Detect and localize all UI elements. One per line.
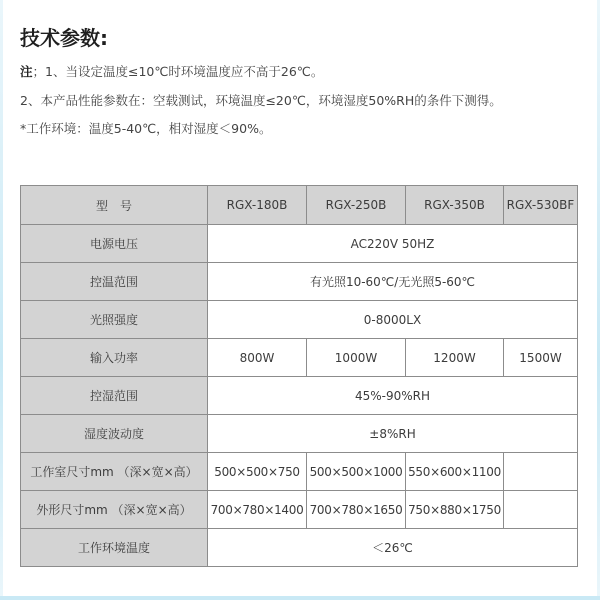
input-power-cell: 1200W xyxy=(406,339,504,377)
page-frame-bottom xyxy=(0,596,600,600)
ambient-temp-value: ＜26℃ xyxy=(208,529,578,567)
input-power-cell: 1000W xyxy=(307,339,406,377)
model-cell: RGX-530BF xyxy=(504,186,578,225)
ambient-temp-label: 工作环境温度 xyxy=(21,529,208,567)
spec-table xyxy=(20,185,578,567)
input-power-cell: 800W xyxy=(208,339,307,377)
table-row-chamber-size xyxy=(21,453,578,491)
temp-range-label: 控温范围 xyxy=(21,263,208,301)
chamber-size-label: 工作室尺寸mm （深×宽×高） xyxy=(21,453,208,491)
power-supply-label: 电源电压 xyxy=(21,225,208,263)
chamber-size-cell xyxy=(504,453,578,491)
note-line-3: *工作环境：温度5-40℃，相对湿度＜90%。 xyxy=(20,121,272,136)
table-row-input-power xyxy=(21,339,578,377)
chamber-size-cell: 550×600×1100 xyxy=(406,453,504,491)
outer-size-cell: 700×780×1650 xyxy=(307,491,406,529)
chamber-size-cell: 500×500×750 xyxy=(208,453,307,491)
model-cell: RGX-250B xyxy=(307,186,406,225)
outer-size-cell: 700×780×1400 xyxy=(208,491,307,529)
table-row-model xyxy=(21,186,578,225)
temp-range-value: 有光照10-60℃/无光照5-60℃ xyxy=(208,263,578,301)
input-power-cell: 1500W xyxy=(504,339,578,377)
page-title: 技术参数: xyxy=(20,26,108,50)
humidity-fluctuation-value: ±8%RH xyxy=(208,415,578,453)
note-line-1-text: ；1、当设定温度≤10℃时环境温度应不高于26℃。 xyxy=(32,64,324,79)
input-power-label: 输入功率 xyxy=(21,339,208,377)
table-row-ambient-temp xyxy=(21,529,578,567)
note-prefix: 注 xyxy=(20,64,33,79)
model-label: 型 号 xyxy=(21,186,208,225)
table-row-illumination xyxy=(21,301,578,339)
outer-size-cell xyxy=(504,491,578,529)
humidity-range-label: 控湿范围 xyxy=(21,377,208,415)
table-row-power-supply xyxy=(21,225,578,263)
note-line-2: 2、本产品性能参数在：空载测试，环境温度≤20℃，环境湿度50%RH的条件下测得。 xyxy=(20,93,502,108)
page-frame-left xyxy=(0,0,3,600)
model-cell: RGX-350B xyxy=(406,186,504,225)
table-row-temp-range xyxy=(21,263,578,301)
table-row-humidity-fluctuation xyxy=(21,415,578,453)
chamber-size-cell: 500×500×1000 xyxy=(307,453,406,491)
note-line-1 xyxy=(20,62,323,80)
outer-size-label: 外形尺寸mm （深×宽×高） xyxy=(21,491,208,529)
power-supply-value: AC220V 50HZ xyxy=(208,225,578,263)
table-row-outer-size xyxy=(21,491,578,529)
humidity-range-value: 45%-90%RH xyxy=(208,377,578,415)
model-cell: RGX-180B xyxy=(208,186,307,225)
illumination-value: 0-8000LX xyxy=(208,301,578,339)
outer-size-cell: 750×880×1750 xyxy=(406,491,504,529)
table-row-humidity-range xyxy=(21,377,578,415)
illumination-label: 光照强度 xyxy=(21,301,208,339)
humidity-fluctuation-label: 湿度波动度 xyxy=(21,415,208,453)
